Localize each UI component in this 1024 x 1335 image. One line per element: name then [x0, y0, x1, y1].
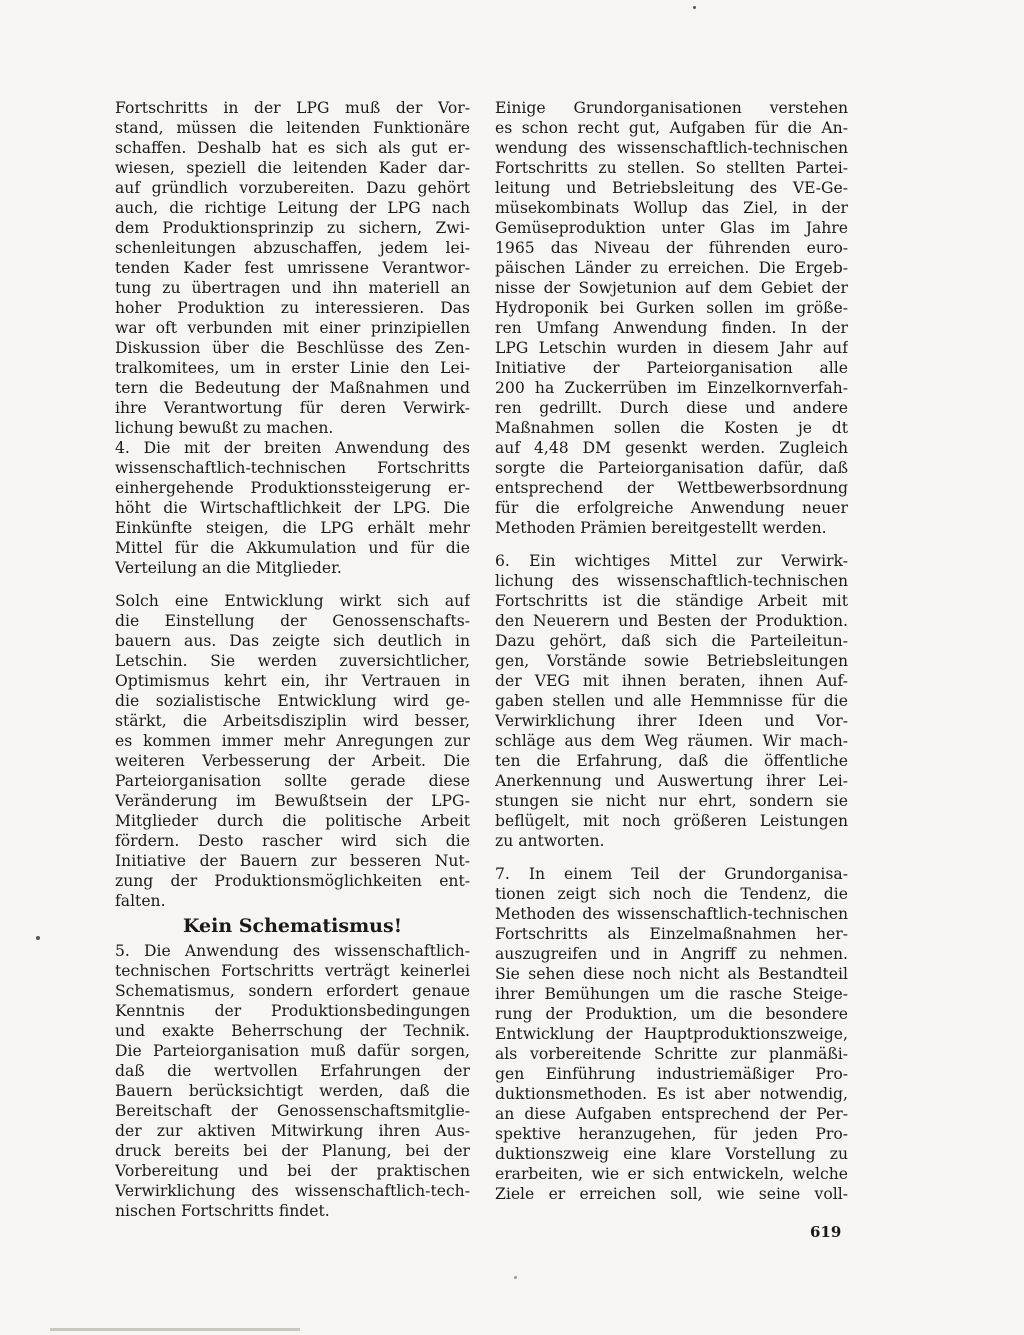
text-line: müsekombinats Wollup das Ziel, in der [495, 199, 848, 217]
text-line: ten die Erfahrung, daß die öffentliche [495, 752, 848, 770]
text-line: Veränderung im Bewußtsein der LPG- [115, 792, 470, 810]
text-line: lichung des wissenschaftlich-technischen [495, 572, 848, 590]
text-line: 200 ha Zuckerrüben im Einzelkornverfah- [495, 379, 848, 397]
scan-edge-smudge [50, 1328, 300, 1331]
text-line: dem Produktionsprinzip zu sichern, Zwi- [115, 219, 470, 237]
text-line: schaffen. Deshalb hat es sich als gut er- [115, 139, 470, 157]
text-line: tung zu übertragen und ihn materiell an [115, 279, 470, 297]
paragraph-gap [495, 851, 848, 864]
section-heading: Kein Schematismus! [182, 915, 403, 937]
text-line: wendung des wissenschaftlich-technischen [495, 139, 848, 157]
text-line: an diese Aufgaben entsprechend der Per- [495, 1105, 848, 1123]
text-line: es schon recht gut, Aufgaben für die An- [495, 119, 848, 137]
text-line: stungen sie nicht nur ehrt, sondern sie [495, 792, 848, 810]
text-line: 7. In einem Teil der Grundorganisa- [495, 865, 848, 883]
text-line: Gemüseproduktion unter Glas im Jahre [495, 219, 848, 237]
text-line: es kommen immer mehr Anregungen zur [115, 732, 470, 750]
text-line: Einige Grundorganisationen verstehen [495, 99, 848, 117]
text-line: der VEG mit ihnen beraten, ihnen Auf- [495, 672, 848, 690]
text-line: stärkt, die Arbeitsdisziplin wird besser, [115, 712, 470, 730]
page-number: 619 [810, 1223, 842, 1241]
paragraph [115, 591, 470, 911]
text-line: Schematismus, sondern erfordert genaue [115, 982, 470, 1000]
text-line: lichung bewußt zu machen. [115, 419, 334, 437]
text-line: Initiative der Parteiorganisation alle [495, 359, 848, 377]
text-line: spektive heranzugehen, für jeden Pro- [495, 1125, 848, 1143]
text-line: Bereitschaft der Genossenschaftsmitglie- [115, 1102, 470, 1120]
text-line: bauern aus. Das zeigte sich deutlich in [115, 632, 470, 650]
text-line: ihrer Bemühungen um die rasche Steige- [495, 985, 848, 1003]
paragraph-gap [495, 538, 848, 551]
text-line: hoher Produktion zu interessieren. Das [115, 299, 470, 317]
scan-speck [514, 1276, 517, 1279]
text-line: 6. Ein wichtiges Mittel zur Verwirk- [495, 552, 848, 570]
text-line: zu antworten. [495, 832, 605, 850]
text-line: Bauern berücksichtigt werden, daß die [115, 1082, 470, 1100]
text-line: ren gedrillt. Durch diese und andere [495, 399, 848, 417]
text-line: Hydroponik bei Gurken sollen im größe- [495, 299, 848, 317]
text-line: Optimismus kehrt ein, ihr Vertrauen in [115, 672, 470, 690]
text-line: 5. Die Anwendung des wissenschaftlich- [115, 942, 470, 960]
text-line: Ziele er erreichen soll, wie seine voll- [495, 1185, 848, 1203]
text-line: auf 4,48 DM gesenkt werden. Zugleich [495, 439, 848, 457]
right-column [495, 98, 848, 1204]
text-line: Verwirklichung ihrer Ideen und Vor- [495, 712, 848, 730]
text-line: als vorbereitende Schritte zur planmäßi- [495, 1045, 848, 1063]
text-line: Entwicklung der Hauptproduktionszweige, [495, 1025, 848, 1043]
text-line: druck bereits bei der Planung, bei der [115, 1142, 470, 1160]
text-line: daß die wertvollen Erfahrungen der [115, 1062, 470, 1080]
text-line: tern die Bedeutung der Maßnahmen und [115, 379, 470, 397]
text-line: Verwirklichung des wissenschaftlich-tech- [115, 1182, 470, 1200]
text-line: auszugreifen und in Angriff zu nehmen. [495, 945, 848, 963]
scan-speck [36, 936, 40, 940]
text-line: beflügelt, mit noch größeren Leistungen [495, 812, 848, 830]
text-line: Die Parteiorganisation muß dafür sorgen, [115, 1042, 470, 1060]
text-line: stand, müssen die leitenden Funktionäre [115, 119, 470, 137]
scan-speck [693, 6, 696, 9]
text-line: gen, Vorstände sowie Betriebsleitungen [495, 652, 848, 670]
text-line: leitung und Betriebsleitung des VE-Ge- [495, 179, 848, 197]
text-line: duktionsmethoden. Es ist aber notwendig, [495, 1085, 848, 1103]
paragraph [495, 98, 848, 538]
text-line: technischen Fortschritts verträgt keinerlei [115, 962, 470, 980]
paragraph [495, 551, 848, 851]
text-line: Fortschritts zu stellen. So stellten Partei- [495, 159, 848, 177]
text-line: Diskussion über die Beschlüsse des Zen- [115, 339, 470, 357]
left-column [115, 98, 470, 1221]
text-line: schenleitungen abzuschaffen, jedem lei- [115, 239, 470, 257]
text-line: Mitglieder durch die politische Arbeit [115, 812, 470, 830]
text-line: Fortschritts als Einzelmaßnahmen her- [495, 925, 848, 943]
text-line: höht die Wirtschaftlichkeit der LPG. Die [115, 499, 470, 517]
paragraph-gap [115, 578, 470, 591]
text-line: weiteren Verbesserung der Arbeit. Die [115, 752, 470, 770]
text-line: erarbeiten, wie er sich entwickeln, welche [495, 1165, 848, 1183]
text-line: tenden Kader fest umrissene Verantwor- [115, 259, 470, 277]
text-line: 4. Die mit der breiten Anwendung des [115, 439, 470, 457]
text-line: die sozialistische Entwicklung wird ge- [115, 692, 470, 710]
paragraph [495, 864, 848, 1204]
text-line: nischen Fortschritts findet. [115, 1202, 330, 1220]
text-line: Fortschritts in der LPG muß der Vor- [115, 99, 470, 117]
text-line: schläge aus dem Weg räumen. Wir mach- [495, 732, 848, 750]
text-line: die Einstellung der Genossenschafts- [115, 612, 470, 630]
text-line: tralkomitees, um in erster Linie den Lei- [115, 359, 470, 377]
text-line: Verteilung an die Mitglieder. [115, 559, 342, 577]
text-line: gaben stellen und alle Hemmnisse für die [495, 692, 848, 710]
text-line: für die erfolgreiche Anwendung neuer [495, 499, 848, 517]
text-line: Fortschritts ist die ständige Arbeit mit [495, 592, 848, 610]
text-line: Solch eine Entwicklung wirkt sich auf [115, 592, 470, 610]
text-line: Einkünfte steigen, die LPG erhält mehr [115, 519, 470, 537]
text-line: Vorbereitung und bei der praktischen [115, 1162, 470, 1180]
text-line: gen Einführung industriemäßiger Pro- [495, 1065, 848, 1083]
paragraph [115, 438, 470, 578]
text-line: zung der Produktionsmöglichkeiten ent- [115, 872, 470, 890]
text-line: fördern. Desto rascher wird sich die [115, 832, 470, 850]
text-line: entsprechend der Wettbewerbsordnung [495, 479, 848, 497]
text-line: sorgte die Parteiorganisation dafür, daß [495, 459, 848, 477]
text-line: ren Umfang Anwendung finden. In der [495, 319, 848, 337]
text-line: Methoden des wissenschaftlich-technischen [495, 905, 848, 923]
text-line: wissenschaftlich-technischen Fortschritts [115, 459, 470, 477]
text-line: Kenntnis der Produktionsbedingungen [115, 1002, 470, 1020]
text-line: päischen Länder zu erreichen. Die Ergeb- [495, 259, 848, 277]
text-line: nisse der Sowjetunion auf dem Gebiet der [495, 279, 848, 297]
text-line: Maßnahmen sollen die Kosten je dt [495, 419, 848, 437]
paragraph [115, 98, 470, 438]
text-line: rung der Produktion, um die besondere [495, 1005, 848, 1023]
text-line: 1965 das Niveau der führenden euro- [495, 239, 848, 257]
text-line: Letschin. Sie werden zuversichtlicher, [115, 652, 470, 670]
text-line: der zur aktiven Mitwirkung ihren Aus- [115, 1122, 470, 1140]
text-line: auf gründlich vorzubereiten. Dazu gehört [115, 179, 470, 197]
text-line: Mittel für die Akkumulation und für die [115, 539, 470, 557]
text-line: Sie sehen diese noch nicht als Bestandteil [495, 965, 848, 983]
text-line: einhergehende Produktionssteigerung er- [115, 479, 470, 497]
text-line: den Neuerern und Besten der Produktion. [495, 612, 848, 630]
text-line: LPG Letschin wurden in diesem Jahr auf [495, 339, 848, 357]
text-line: Parteiorganisation sollte gerade diese [115, 772, 470, 790]
text-line: Methoden Prämien bereitgestellt werden. [495, 519, 827, 537]
paragraph [115, 941, 470, 1221]
text-line: ihre Verantwortung für deren Verwirk- [115, 399, 470, 417]
text-line: Anerkennung und Auswertung ihrer Lei- [495, 772, 848, 790]
text-line: Initiative der Bauern zur besseren Nut- [115, 852, 470, 870]
text-line: duktionszweig eine klare Vorstellung zu [495, 1145, 848, 1163]
text-line: Dazu gehört, daß sich die Parteileitun- [495, 632, 848, 650]
text-line: und exakte Beherrschung der Technik. [115, 1022, 470, 1040]
text-line: tionen zeigt sich noch die Tendenz, die [495, 885, 848, 903]
text-line: falten. [115, 892, 166, 910]
text-line: wiesen, speziell die leitenden Kader dar- [115, 159, 470, 177]
text-line: war oft verbunden mit einer prinzipiellen [115, 319, 470, 337]
text-line: auch, die richtige Leitung der LPG nach [115, 199, 470, 217]
